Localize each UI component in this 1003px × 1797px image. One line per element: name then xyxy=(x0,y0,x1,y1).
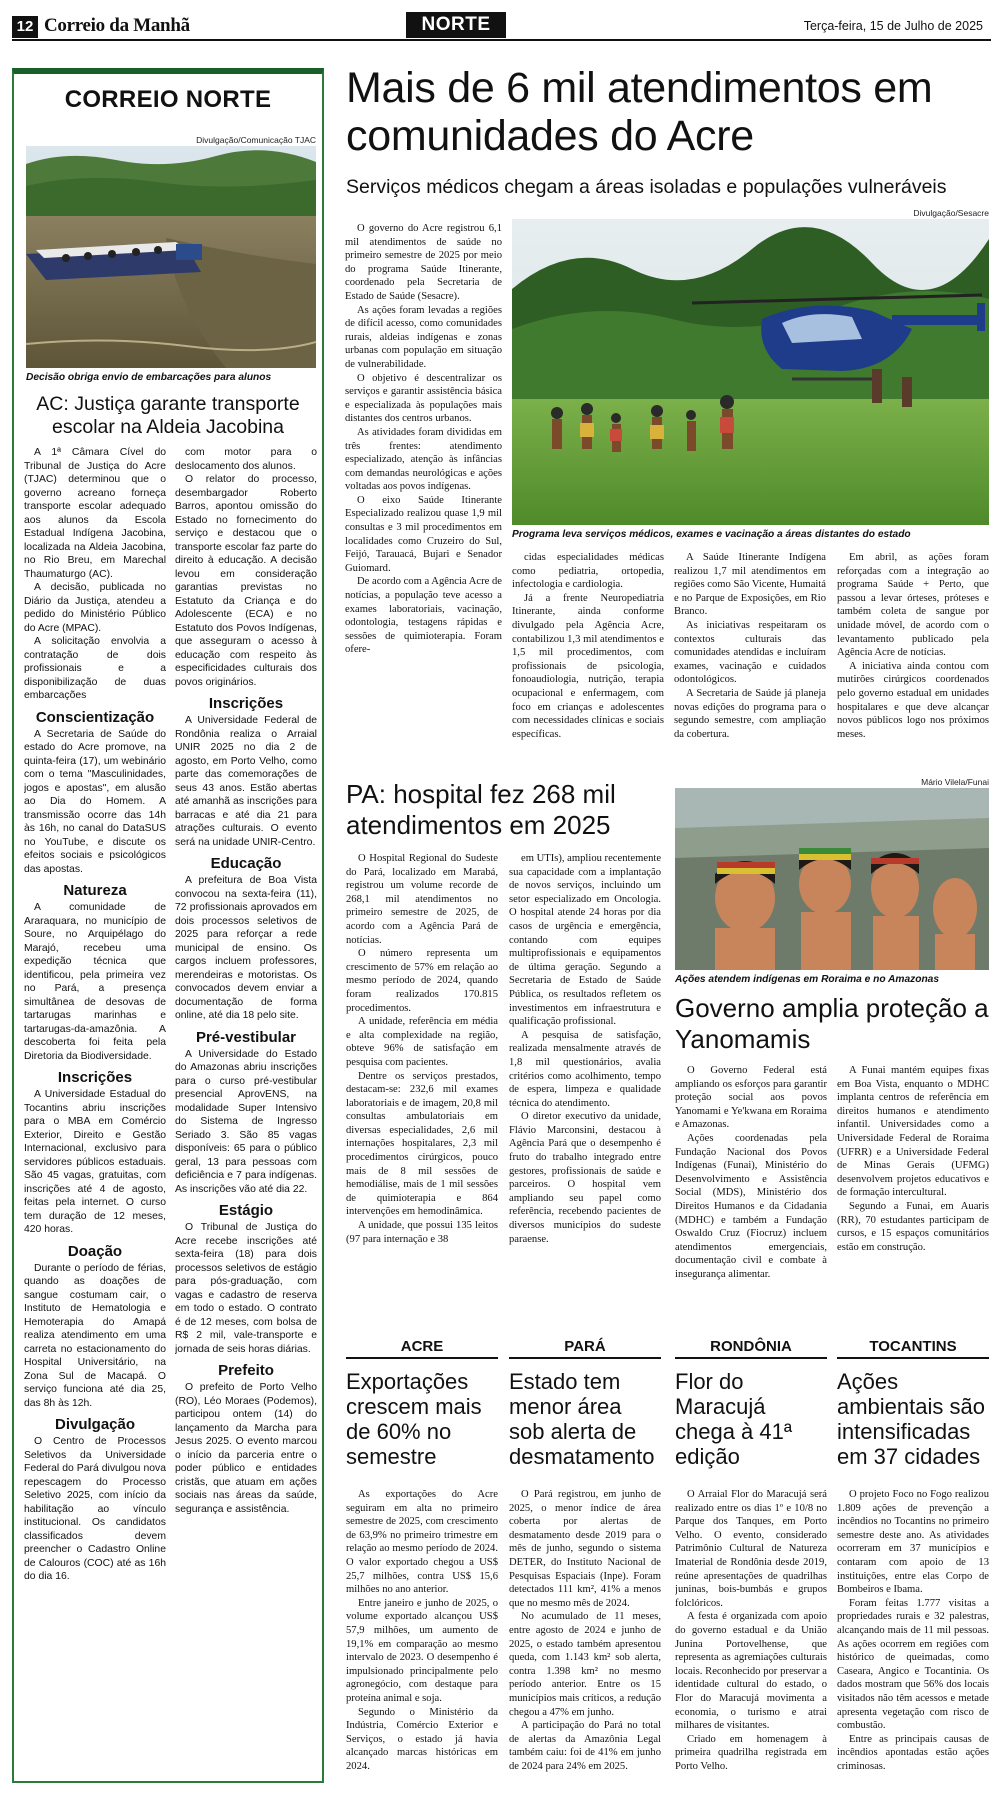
sidebar-brief-heading: Inscrições xyxy=(57,1069,133,1086)
sidebar-photo-credit: Divulgação/Comunicação TJAC xyxy=(196,135,316,145)
sidebar-right-col xyxy=(175,446,317,1776)
main-paragraph: O objetivo é descentralizar os serviços e garantir assistência básica e especializada às populações mais distantes dos centros urbanos. xyxy=(345,372,502,425)
main-paragraph: As atividades foram divididas em três frentes: atendimento especializado, atenção às infâncias com demandas neurológicas e ações voltadas aos povos indígenas. xyxy=(345,426,502,493)
page-number: 12 xyxy=(12,16,38,38)
state-label-acre: ACRE xyxy=(346,1338,498,1359)
sidebar-headline: AC: Justiça garante transporte escolar na Aldeia Jacobina xyxy=(36,393,300,438)
pa-paragraph: O Hospital Regional do Sudeste do Pará, localizado em Marabá, registrou um volume recorde de 268,1 mil atendimentos no primeiro semestre de 2025, de acordo com a Agência Pará de notícias. xyxy=(346,853,498,946)
main-paragraph: A Saúde Itinerante Indígena realizou 1,7 mil atendimentos em regiões como São Vicente, Humaitá e no Parque de Exposições, em Rio Branco. xyxy=(674,552,826,618)
sidebar-brief-paragraph: O Centro de Processos Seletivos da Universidade Federal do Pará divulgou nova repescagem do Processo Seletivo 2025, com início da habilitação ao vínculo institucional. Os candidatos classificados devem preencher o Cadastro Online de Calouros (COC) até as 16h do dia 16. xyxy=(24,1436,166,1582)
main-paragraph: As ações foram levadas a regiões de difícil acesso, como comunidades rurais, aldeias indígenas e zonas urbanas com população em situação de vulnerabilidade. xyxy=(345,304,502,370)
pa-paragraph: em UTIs), ampliou recentemente sua capacidade com a implantação de novos serviços, incluindo um setor especializado em Oncologia. O hospital atende 24 horas por dia casos de urgência e emergência, contando com equipes multiprofissionais e equipamentos de última geração. Segundo a Secretaria de Estado de Saúde Pública, os resultados refletem os investimentos em infraestrutura e qualificação profissional. xyxy=(509,853,661,1028)
helicopter-photo xyxy=(512,219,989,525)
main-paragraph: De acordo com a Agência Acre de notícias, a população teve acesso a exames laboratoriais, vacinação, odontologia, testagens rápidas e sessões de quimioterapia. Foram ofere- xyxy=(345,576,502,656)
sidebar-photo-caption: Decisão obriga envio de embarcações para alunos xyxy=(26,372,272,383)
state-paragraph: A participação do Pará no total de alertas da Amazônia Legal também caiu: foi de 41% em junho de 2024 para 24% em 2025. xyxy=(509,1720,661,1772)
main-photo-caption: Programa leva serviços médicos, exames e vacinação a áreas distantes do estado xyxy=(512,529,911,540)
header-rule xyxy=(12,39,991,41)
state-body xyxy=(837,1488,989,1788)
sidebar-brief-heading: Estágio xyxy=(218,1202,274,1219)
main-paragraph: A iniciativa ainda contou com mutirões cirúrgicos coordenados pelo governo estadual em unidades hospitalares e que deve alcançar novos públicos logo nos próximos meses. xyxy=(837,660,989,740)
state-paragraph: O Pará registrou, em junho de 2025, o menor índice de área coberta por alertas de desmatamento desde 2019 para o mês de junho, segundo o sistema DETER, do Instituto Nacional de Pesquisas Espaciais (Inpe). Foram detectados 111 km², 41% a menos que no mesmo mês de 2024. xyxy=(509,1489,661,1609)
yanomami-paragraph: A Funai mantém equipes fixas em Boa Vista, enquanto o MDHC implanta centros de referência em direitos humanos e atendimento infantil. Universidades como a Universidade Federal de Roraima (UFRR) e a Universidade Federal de Minas Gerais (UFMG) desenvolvem projetos educativos e de formação intercultural. xyxy=(837,1065,989,1199)
state-body xyxy=(509,1488,661,1788)
main-col-4 xyxy=(837,551,989,766)
yanomami-paragraph: Ações coordenadas pela Fundação Nacional dos Povos Indígenas (Funai), Ministério do Desenvolvimento e Assistência Social (MDS), Ministério dos Direitos Humanos e da Cidadania (MDHC) e também a Fundação Oswaldo Cruz (Fiocruz) incluem atendimentos emergenciais, documentação civil e combate à insegurança alimentar. xyxy=(675,1132,827,1280)
state-paragraph: As exportações do Acre seguiram em alta no primeiro semestre de 2025, com crescimento de 63,9% no primeiro trimestre em relação ao mesmo período de 2024. O valor exportado chegou a US$ 25,7 milhões, contra US$ 15,6 milhões no ano anterior. xyxy=(346,1489,498,1596)
state-paragraph: Segundo o Ministério da Indústria, Comércio Exterior e Serviços, o estado já havia alcançado marcas históricas em 2024. xyxy=(346,1706,498,1772)
page-header xyxy=(0,0,1003,42)
yanomami-col-1 xyxy=(675,1064,827,1324)
main-paragraph: O eixo Saúde Itinerante Especializado realizou quase 1,9 mil consultas e 3 mil procedimentos em localidades como Cruzeiro do Sul, Feijó, Tarauacá, Bujari e Senador Guiomard. xyxy=(345,494,502,574)
pa-paragraph: A pesquisa de satisfação, realizada mensalmente através de 1,8 mil questionários, avalia critérios como acolhimento, tempo de espera, limpeza e qualidade técnica do atendimento. xyxy=(509,1029,661,1109)
main-paragraph: A Secretaria de Saúde já planeja novas edições do programa para o segundo semestre, com ampliação da cobertura. xyxy=(674,687,826,740)
state-paragraph: Entre as principais causas de incêndios apontadas estão ações criminosas. xyxy=(837,1733,989,1772)
sidebar-brief-paragraph: A decisão, publicada no Diário da Justiça, atendeu a pedido do Ministério Público do Acre (MPAC). xyxy=(24,582,166,634)
state-paragraph: No acumulado de 11 meses, entre agosto de 2024 e junho de 2025, o estado também apresentou queda, com 1.143 km² sob alerta, contra 1.398 km² no mesmo período anterior. Entre os 15 municípios mais críticos, a redução chegou a 47% em junho. xyxy=(509,1611,661,1718)
yanomami-col-2 xyxy=(837,1064,989,1324)
state-body xyxy=(675,1488,827,1788)
header-date: Terça-feira, 15 de Julho de 2025 xyxy=(803,19,983,33)
state-paragraph: A festa é organizada com apoio do governo estadual e da União Junina Portovelhense, que representa as agremiações culturais locais. Reconhecido por preservar a identidade cultural do estado, o Flor do Maracujá movimenta a economia, o turismo e atrai milhares de visitantes. xyxy=(675,1611,827,1732)
state-headline: Ações ambientais são intensificadas em 37 cidades xyxy=(837,1369,985,1469)
main-subhead: Serviços médicos chegam a áreas isoladas e populações vulneráveis xyxy=(346,176,947,198)
state-headline: Exportações crescem mais de 60% no semestre xyxy=(346,1369,482,1469)
sidebar-brief-paragraph: O Tribunal de Justiça do Acre recebe inscrições até sexta-feira (18) para dois processos seletivos de estágio para pós-graduação, com vagas e cadastro de reserva em todo o estado. O contrato é de 12 meses, com bolsa de R$ 2 mil, vale-transporte e jornada de seis horas diárias. xyxy=(175,1222,317,1355)
yanomami-photo-credit: Mário Vilela/Funai xyxy=(921,777,989,787)
section-label: NORTE xyxy=(406,12,506,38)
sidebar-brief-heading: Prefeito xyxy=(218,1362,274,1379)
yanomami-photo-caption: Ações atendem indígenas em Roraima e no Amazonas xyxy=(675,974,940,985)
yanomami-paragraph: Segundo a Funai, em Auaris (RR), 70 estudantes participam de cursos, e 15 espaços comunitários estão em construção. xyxy=(837,1200,989,1253)
sidebar-brief-heading: Inscrições xyxy=(208,695,284,712)
state-label-pará: PARÁ xyxy=(509,1338,661,1359)
state-label-tocantins: TOCANTINS xyxy=(837,1338,989,1359)
pa-paragraph: O número representa um crescimento de 57% em relação ao mesmo período de 2024, quando foram realizados 170.815 procedimentos. xyxy=(346,948,498,1014)
sidebar-brief-heading: Natureza xyxy=(63,882,127,899)
state-body xyxy=(346,1488,498,1788)
sidebar-brief-paragraph: O relator do processo, desembargador Roberto Barros, apontou omissão do Estado no fornecimento do serviço e destacou que o transporte escolar faz parte do direito à educação. A decisão levou em consideração garantias previstas no Estatuto da Criança e do Adolescente (ECA) e no Estatuto dos Povos Indígenas, que asseguram o acesso à educação com respeito às especificidades culturais dos povos originários. xyxy=(175,474,317,688)
sidebar-label: CORREIO NORTE xyxy=(64,86,272,113)
state-headline: Estado tem menor área sob alerta de desmatamento xyxy=(509,1369,655,1469)
pa-col-1 xyxy=(346,852,498,1322)
pa-col-2 xyxy=(509,852,661,1322)
main-col-1 xyxy=(345,222,502,772)
main-photo-credit: Divulgação/Sesacre xyxy=(913,208,989,218)
sidebar-brief-paragraph: A solicitação envolvia a contratação de dois profissionais e a disponibilização de duas embarcações xyxy=(24,636,166,701)
pa-paragraph: O diretor executivo da unidade, Flávio Marconsini, destacou à Agência Pará que o desempenho é fruto do trabalho integrado entre gestores, profissionais de saúde e parceiros. O hospital vem ampliando seu papel como referência, recebendo pacientes de diversos municípios do sudeste paraense. xyxy=(509,1111,661,1245)
sidebar-brief-heading: Educação xyxy=(210,855,282,872)
sidebar-brief-paragraph: A 1ª Câmara Cível do Tribunal de Justiça do Acre (TJAC) determinou que o governo acreano forneça transporte escolar adequado aos alunos da Escola Estadual Indígena Jacobina, localizada na Aldeia Jacobina, no Rio Breu, em Marechal Thaumaturgo (AC). xyxy=(24,447,166,580)
main-paragraph: cidas especialidades médicas como pediatria, ortopedia, infectologia e cardiologia. xyxy=(512,552,664,591)
sidebar-brief-heading: Pré-vestibular xyxy=(195,1028,297,1046)
main-paragraph: As iniciativas respeitaram os contextos culturais das comunidades atendidas e incluíram exames, vacinação e cuidados odontológicos. xyxy=(674,619,826,686)
pa-paragraph: Dentre os serviços prestados, destacam-se: 232,6 mil exames laboratoriais e de imagem, 20,8 mil consultas ambulatoriais em diversas especialidades, 2,6 mil internações hospitalares, 2,3 mil procedimentos cirúrgicos, pouco mais de 8 mil sessões de hemodiálise, mais de 1 mil sessões de quimioterapia e 864 intervenções em hemodinâmica. xyxy=(346,1070,498,1218)
pa-headline: PA: hospital fez 268 mil atendimentos em 2025 xyxy=(346,779,616,840)
paper-name: Correio da Manhã xyxy=(44,15,190,36)
sidebar-brief-paragraph: com motor para o deslocamento dos alunos. xyxy=(175,447,317,472)
sidebar-boat-photo xyxy=(26,146,316,368)
state-headline: Flor do Maracujá chega à 41ª edição xyxy=(675,1369,793,1469)
sidebar-brief-paragraph: A comunidade de Araraquara, no município de Soure, no Arquipélago do Marajó, recebeu uma expedição técnica que identificou, pela primeira vez no Pará, a presença simultânea de desovas de tartarugas marinhas e tartarugas-da-amazônia. A descoberta foi feita pela Diretoria da Biodiversidade. xyxy=(24,902,166,1062)
state-paragraph: Entre janeiro e junho de 2025, o volume exportado alcançou US$ 57,9 milhões, um aumento de 19,1% em comparação ao mesmo intervalo de 2023. O desempenho é impulsionado principalmente pelo agronegócio, com destaque para proteína animal e soja. xyxy=(346,1597,498,1704)
state-label-rondônia: RONDÔNIA xyxy=(675,1338,827,1359)
yanomami-photo xyxy=(675,788,989,970)
sidebar-brief-paragraph: A Secretaria de Saúde do estado do Acre promove, na quinta-feira (17), um webinário com o tema "Masculinidades, jogos e apostas", em alusão ao Dia do Homem. A transmissão ocorre das 14h às 16h, no canal do DataSUS no YouTube, e discute os efeitos sociais e psicológicos das apostas. xyxy=(24,728,166,875)
main-paragraph: O governo do Acre registrou 6,1 mil atendimentos de saúde no primeiro semestre de 2025 por meio do programa Saúde Itinerante, coordenado pela Secretaria de Estado de Saúde (Sesacre). xyxy=(345,223,502,302)
pa-paragraph: A unidade, que possui 135 leitos (97 para internação e 38 xyxy=(346,1220,498,1245)
sidebar-left-col xyxy=(24,446,166,1776)
main-col-3 xyxy=(674,551,826,766)
main-paragraph: Já a frente Neuropediatria Itinerante, ainda conforme divulgado pela Agência Acre, contabilizou 1,3 mil atendimentos e 1,5 mil procedimentos, com profissionais de psicologia, fonoaudiologia, nutrição, terapia ocupacional e enfermagem, com foco em crianças e adolescentes com necessidades clínicas e sociais específicas. xyxy=(512,592,664,740)
sidebar-brief-paragraph: Durante o período de férias, quando as doações de sangue costumam cair, o Instituto de Hematologia e Hemoterapia do Amapá realiza atendimento em uma carreta no estacionamento do Hospital Universitário, na Zona Sul de Macapá. O serviço funciona até dia 25, das 8h às 12h. xyxy=(24,1262,166,1409)
yanomami-paragraph: O Governo Federal está ampliando os esforços para garantir proteção social aos povos Yanomami e Ye'kwana em Roraima e Amazonas. xyxy=(675,1065,827,1131)
main-headline: Mais de 6 mil atendimentos em comunidades do Acre xyxy=(346,64,933,160)
state-paragraph: O Arraial Flor do Maracujá será realizado entre os dias 1º e 10/8 no Parque dos Tanques, em Porto Velho. O evento, considerado Patrimônio Cultural de Natureza Imaterial de Rondônia desde 2019, reúne apresentações de quadrilhas juninas, bois-bumbás e grupos folclóricos. xyxy=(675,1489,827,1609)
state-paragraph: Criado em homenagem à primeira quadrilha registrada em Porto Velho. xyxy=(675,1733,827,1772)
sidebar-brief-heading: Divulgação xyxy=(54,1416,136,1433)
sidebar-brief-paragraph: O prefeito de Porto Velho (RO), Léo Moraes (Podemos), participou ontem (14) do lançamento da Marcha para Jesus 2025. O evento marcou o início da parceria entre o poder público e entidades cristãs, que atuam em ações sociais nas áreas da saúde, segurança e assistência. xyxy=(175,1382,317,1515)
state-paragraph: Foram feitas 1.777 visitas a propriedades rurais e 32 palestras, alcançando mais de 11 mil pessoas. As ações ocorrem em regiões com histórico de queimadas, como Caseara, Angico e Tocantinia. Os dados mostram que 56% dos locais visitados não têm acessos e metade apresenta vegetação com risco de combustão. xyxy=(837,1597,989,1732)
sidebar-brief-paragraph: A Universidade do Estado do Amazonas abriu inscrições para o curso pré-vestibular presencial AprovENS, na modalidade Super Intensivo do Sistema de Ingresso Seriado 3. São 85 vagas disponíveis: 65 para o público geral, 13 para pessoas com deficiência e 7 para indígenas. As inscrições vão até dia 22. xyxy=(175,1048,317,1195)
main-col-2 xyxy=(512,551,664,766)
sidebar-brief-heading: Doação xyxy=(67,1242,123,1260)
main-paragraph: Em abril, as ações foram reforçadas com a integração ao programa Saúde + Perto, que passou a levar órteses, próteses e também coleta de sangue por unidade móvel, de acordo com o levantamento publicado pela Agência Acre de notícias. xyxy=(837,552,989,659)
state-paragraph: O projeto Foco no Fogo realizou 1.809 ações de prevenção a incêndios no Tocantins no primeiro semestre deste ano. As atividades ocorreram em 37 municípios e contaram com apoio de 13 instituições, entre elas Corpo de Bombeiros e Ibama. xyxy=(837,1489,989,1596)
sidebar-brief-paragraph: A Universidade Estadual do Tocantins abriu inscrições para o MBA em Comércio Exterior, Direito e Gestão Internacional, exclusivo para servidores públicos estaduais. São 45 vagas, gratuitas, com inscrições até 4 de agosto, feitas pela internet. O curso tem duração de 12 meses, 420 horas. xyxy=(24,1089,166,1235)
pa-paragraph: A unidade, referência em média e alta complexidade na região, obteve 96% de satisfação em pesquisa com pacientes. xyxy=(346,1016,498,1068)
yanomami-headline: Governo amplia proteção a Yanomamis xyxy=(675,993,989,1054)
sidebar-brief-paragraph: A Universidade Federal de Rondônia realiza o Arraial UNIR 2025 no dia 2 de agosto, em Porto Velho, como parte das comemorações de seus 43 anos. Estão abertas até amanhã as inscrições para barracas e até dia 21 para atrações culturais. O evento será na unidade UNIR-Centro. xyxy=(175,715,317,848)
sidebar-brief-heading: Conscientização xyxy=(35,708,155,726)
sidebar-brief-paragraph: A prefeitura de Boa Vista convocou na sexta-feira (11), 72 profissionais aprovados em dois processos seletivos de 2025 para reforçar a rede municipal de ensino. Os cargos incluem professores, merendeiras e motoristas. Os convocados devem enviar a documentação de forma online, até dia 18 pelo site. xyxy=(175,875,317,1021)
